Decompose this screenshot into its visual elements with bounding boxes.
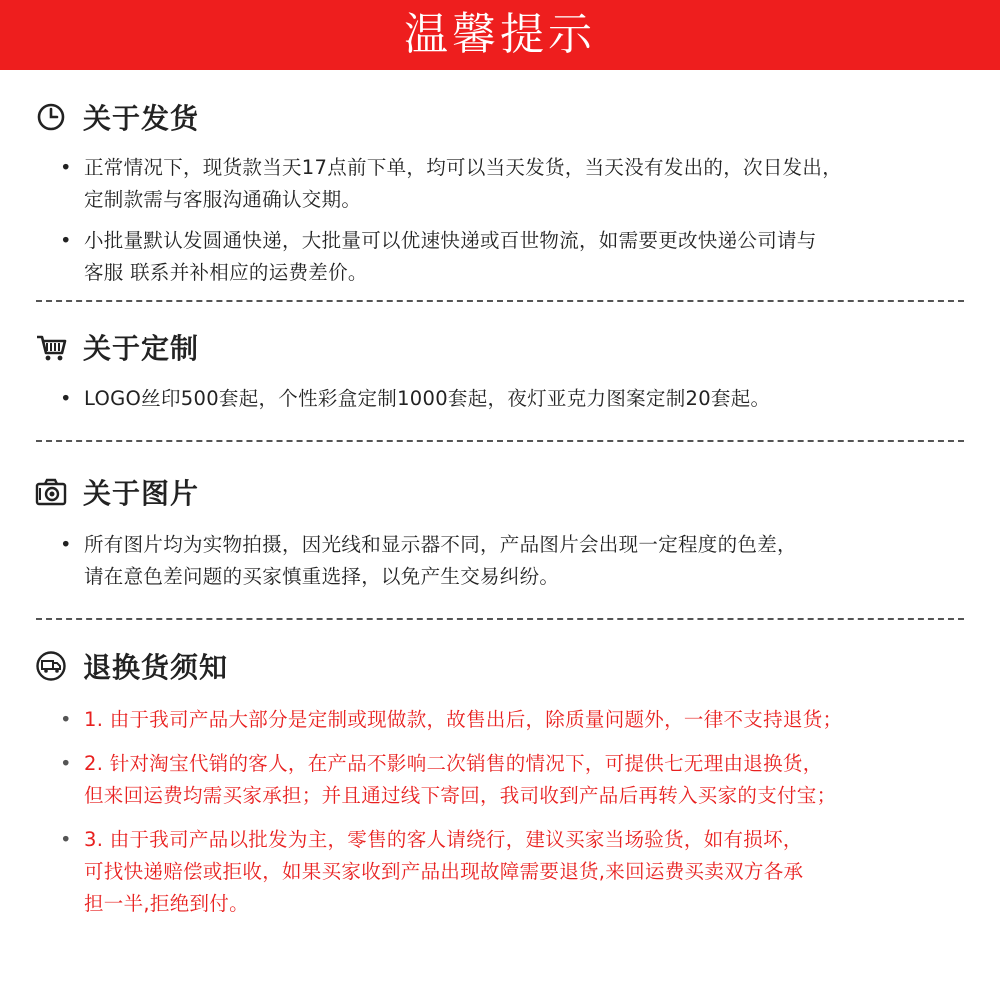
images-item-1: • 所有图片均为实物拍摄，因光线和显示器不同，产品图片会出现一定程度的色差， 请在意色差问题的买家慎重选择，以免产生交易纠纷。 (60, 529, 970, 593)
bullet-icon: • (60, 533, 72, 556)
section-returns-header (35, 646, 228, 686)
shipping-item-2: • 小批量默认发圆通快递，大批量可以优速快递或百世物流，如需要更改快递公司请与 客服 联系并补相应的运费差价。 (60, 225, 970, 289)
section-shipping-header (35, 97, 199, 137)
bullet-icon: • (60, 156, 72, 179)
section-custom-header (35, 327, 199, 367)
bullet-icon: • (60, 752, 72, 775)
bullet-icon: • (60, 708, 72, 731)
section-returns-title: 退换货须知 (83, 651, 229, 684)
returns-item-3: • 3. 由于我司产品以批发为主，零售的客人请绕行，建议买家当场验货，如有损坏， 可找快递赔偿或拒收，如果买家收到产品出现故障需要退货,来回运费买卖双方各承 担一半,拒绝到付。 (60, 824, 970, 920)
shipping-item-1: • 正常情况下，现货款当天17点前下单，均可以当天发货，当天没有发出的，次日发出， 定制款需与客服沟通确认交期。 (60, 152, 970, 216)
clock-icon (35, 101, 67, 133)
camera-icon (35, 476, 67, 508)
divider (36, 618, 964, 620)
bullet-icon: • (60, 387, 72, 410)
section-custom-title: 关于定制 (83, 332, 200, 365)
custom-item-1: • LOGO丝印500套起，个性彩盒定制1000套起，夜灯亚克力图案定制20套起。 (60, 383, 970, 415)
section-images-title: 关于图片 (83, 477, 200, 510)
bullet-icon: • (60, 828, 72, 851)
divider (36, 440, 964, 442)
returns-item-2: • 2. 针对淘宝代销的客人，在产品不影响二次销售的情况下，可提供七无理由退换货， 但来回运费均需买家承担；并且通过线下寄回，我司收到产品后再转入买家的支付宝； (60, 748, 970, 812)
returns-item-1: • 1. 由于我司产品大部分是定制或现做款，故售出后，除质量问题外，一律不支持退货； (60, 704, 970, 736)
cart-icon (35, 331, 67, 363)
delivery-truck-icon (35, 650, 67, 682)
page-title: 温馨提示 (404, 9, 596, 60)
section-shipping-title: 关于发货 (83, 102, 200, 135)
divider (36, 300, 964, 302)
bullet-icon: • (60, 229, 72, 252)
header-banner (0, 0, 1000, 70)
section-images-header (35, 472, 199, 512)
